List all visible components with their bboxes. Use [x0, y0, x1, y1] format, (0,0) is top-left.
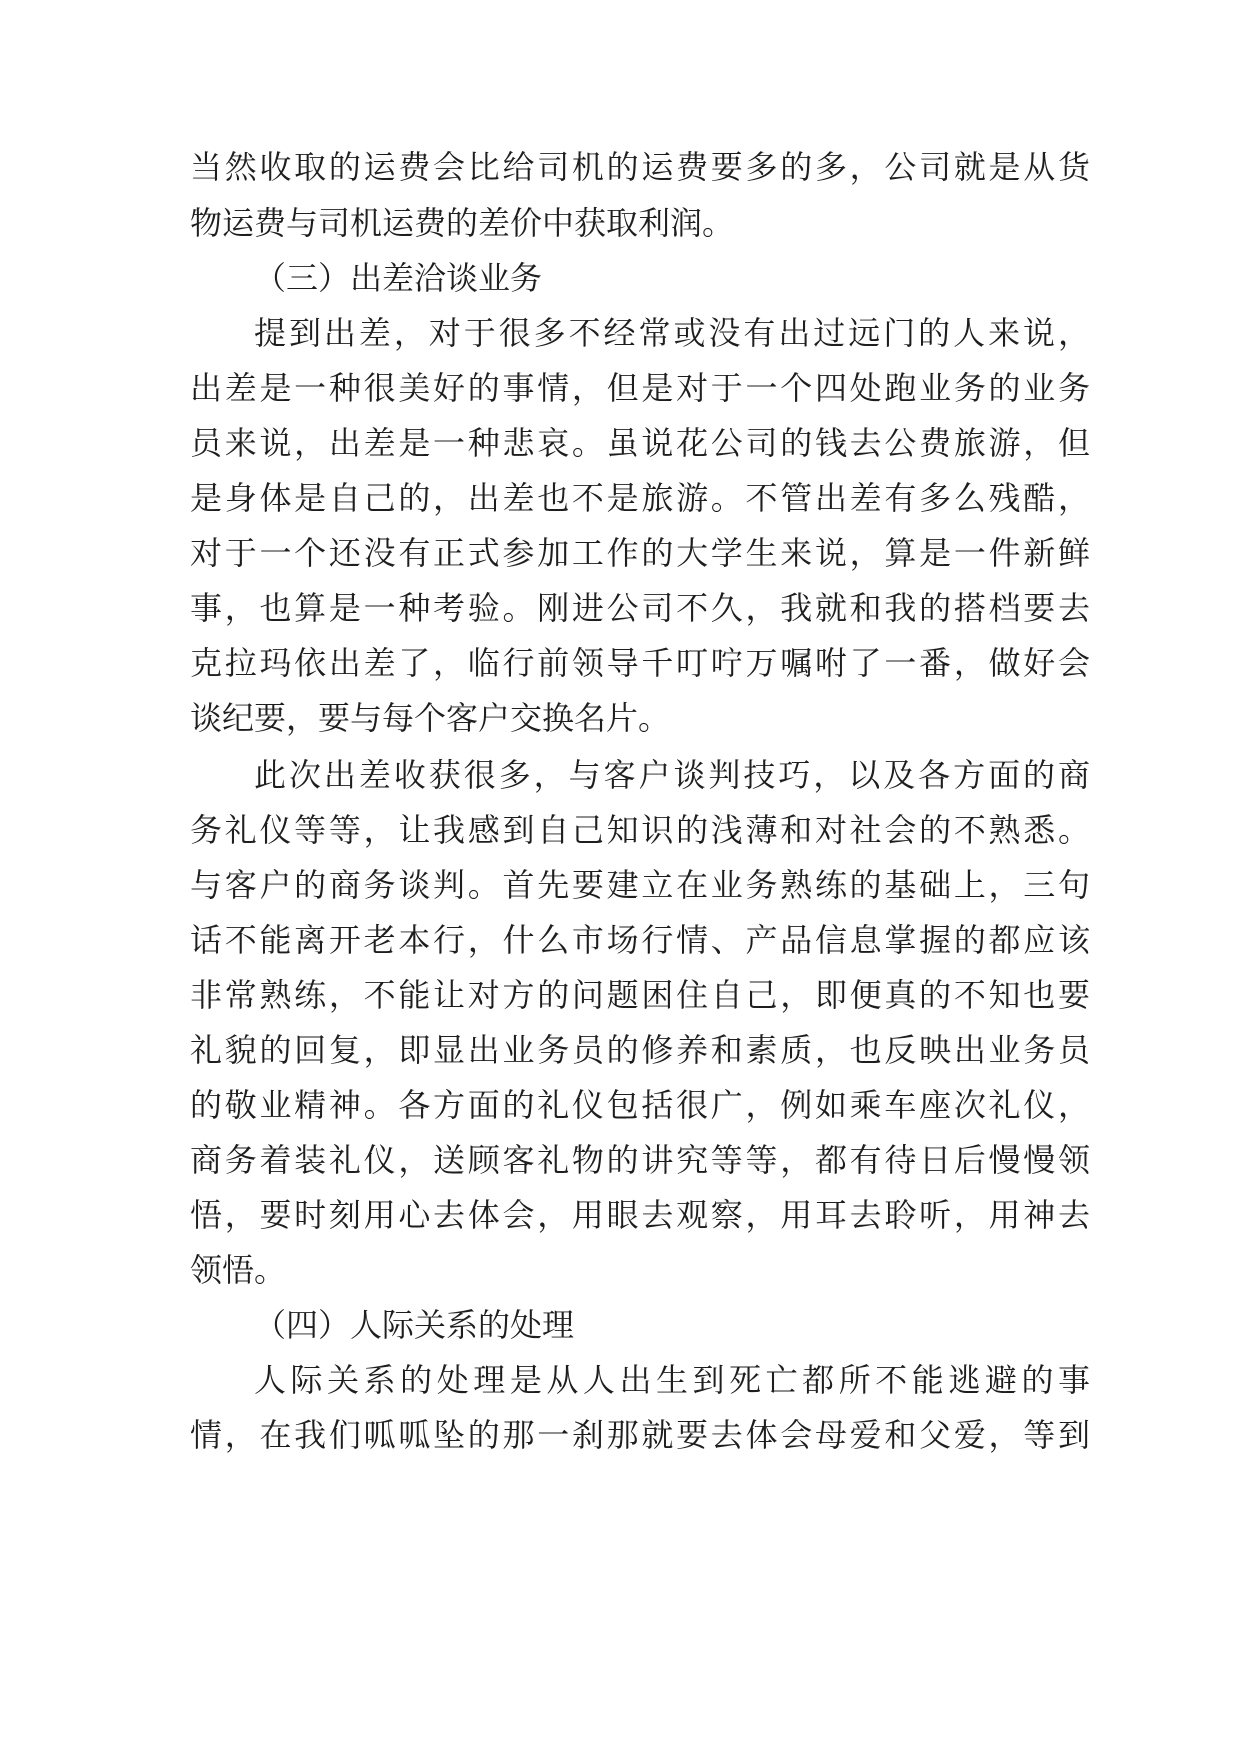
- text-line: 物运费与司机运费的差价中获取利润。: [190, 204, 735, 242]
- text-line: 商务着装礼仪，送顾客礼物的讲究等等，都有待日后慢慢领: [190, 1141, 1090, 1179]
- text-line: 领悟。: [190, 1251, 287, 1289]
- text-line: 谈纪要，要与每个客户交换名片。: [190, 699, 671, 737]
- text-line: 提到出差，对于很多不经常或没有出过远门的人来说，: [254, 314, 1090, 352]
- text-line: 员来说，出差是一种悲哀。虽说花公司的钱去公费旅游，但: [190, 424, 1090, 462]
- text-line: 情，在我们呱呱坠的那一刹那就要去体会母爱和父爱，等到: [190, 1416, 1090, 1454]
- text-line: 对于一个还没有正式参加工作的大学生来说，算是一件新鲜: [190, 534, 1090, 572]
- text-line: 与客户的商务谈判。首先要建立在业务熟练的基础上，三句: [190, 866, 1090, 904]
- text-line: 人际关系的处理是从人出生到死亡都所不能逃避的事: [254, 1361, 1090, 1399]
- text-line: 话不能离开老本行，什么市场行情、产品信息掌握的都应该: [190, 921, 1090, 959]
- text-line: 事，也算是一种考验。刚进公司不久，我就和我的搭档要去: [190, 589, 1090, 627]
- text-line: 是身体是自己的，出差也不是旅游。不管出差有多么残酷，: [190, 479, 1090, 517]
- text-line: 的敬业精神。各方面的礼仪包括很广，例如乘车座次礼仪，: [190, 1086, 1090, 1124]
- text-line: 出差是一种很美好的事情，但是对于一个四处跑业务的业务: [190, 369, 1090, 407]
- text-line: 非常熟练，不能让对方的问题困住自己，即便真的不知也要: [190, 976, 1090, 1014]
- text-line: 克拉玛依出差了，临行前领导千叮咛万嘱咐了一番，做好会: [190, 644, 1090, 682]
- text-line: 礼貌的回复，即显出业务员的修养和素质，也反映出业务员: [190, 1031, 1090, 1069]
- section-heading: （三）出差洽谈业务: [254, 259, 543, 297]
- text-line: 悟，要时刻用心去体会，用眼去观察，用耳去聆听，用神去: [190, 1196, 1090, 1234]
- text-line: 此次出差收获很多，与客户谈判技巧，以及各方面的商: [254, 756, 1090, 794]
- text-line: 务礼仪等等，让我感到自己知识的浅薄和对社会的不熟悉。: [190, 811, 1090, 849]
- text-line: 当然收取的运费会比给司机的运费要多的多，公司就是从货: [190, 148, 1090, 186]
- section-heading: （四）人际关系的处理: [254, 1306, 575, 1344]
